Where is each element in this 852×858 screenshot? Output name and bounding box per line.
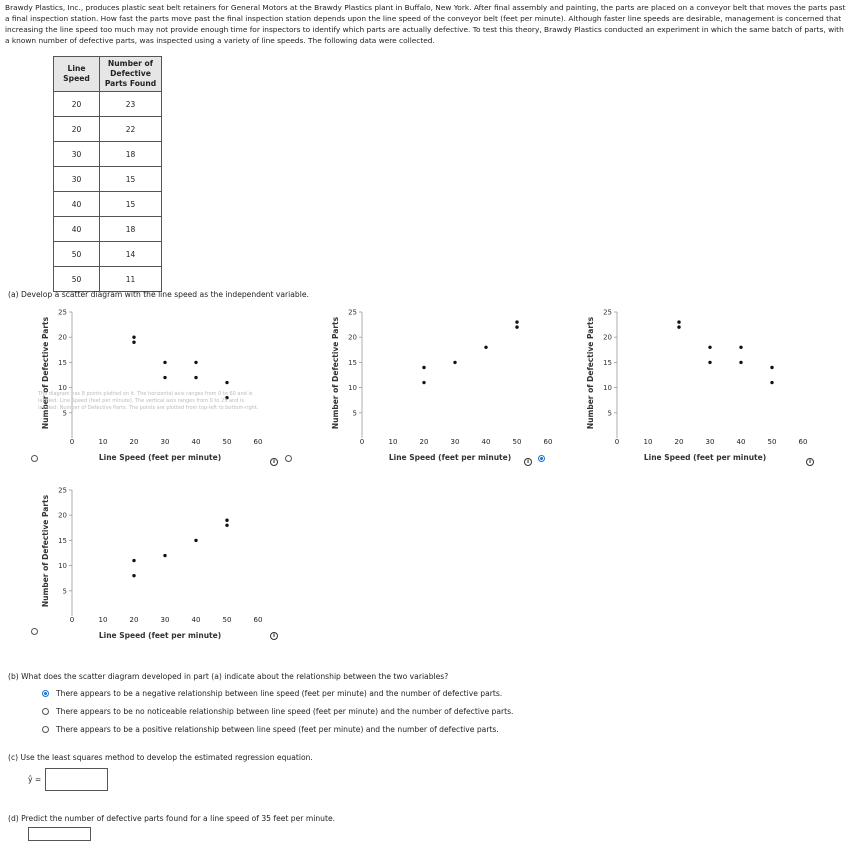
scatter-point xyxy=(515,325,518,328)
defective-parts-cell: 14 xyxy=(100,242,162,267)
defective-parts-cell: 22 xyxy=(100,117,162,142)
defective-parts-cell: 15 xyxy=(100,192,162,217)
part-b-option-positive-label: There appears to be a positive relationship between line speed (feet per minute) and the number of defective parts. xyxy=(56,725,499,734)
table-row xyxy=(54,242,162,267)
y-axis-label: Number of Defective Parts xyxy=(586,316,595,430)
x-tick-label: 10 xyxy=(98,438,108,446)
x-axis-label: Line Speed (feet per minute) xyxy=(388,453,512,462)
y-tick-label: 10 xyxy=(348,384,357,393)
scatter-point xyxy=(677,320,680,323)
scatter-point xyxy=(422,366,425,369)
scatter-point xyxy=(225,381,228,384)
defective-parts-cell: 15 xyxy=(100,167,162,192)
x-tick-label: 20 xyxy=(419,438,429,446)
x-tick-label: 0 xyxy=(614,438,620,446)
scatter-option-3-radio[interactable] xyxy=(538,455,545,462)
defective-parts-cell: 18 xyxy=(100,142,162,167)
x-tick-label: 40 xyxy=(191,438,201,446)
y-tick-label: 20 xyxy=(348,333,357,342)
scatter-option-4-radio[interactable] xyxy=(31,628,38,635)
table-row xyxy=(54,92,162,117)
table-row xyxy=(54,142,162,167)
x-tick-label: 20 xyxy=(129,616,139,624)
scatter-point xyxy=(163,554,166,557)
y-tick-label: 10 xyxy=(58,384,67,393)
scatter-point xyxy=(194,361,197,364)
scatter-point xyxy=(194,539,197,542)
line-speed-cell: 40 xyxy=(54,217,100,242)
scatter-point xyxy=(132,341,135,344)
y-tick-label: 5 xyxy=(607,409,612,418)
x-tick-label: 40 xyxy=(191,616,201,624)
y-tick-label: 15 xyxy=(348,358,357,367)
x-tick-label: 40 xyxy=(481,438,491,446)
line-speed-cell: 20 xyxy=(54,117,100,142)
data-table xyxy=(53,56,162,292)
scatter-point xyxy=(163,376,166,379)
scatter-point xyxy=(132,574,135,577)
y-tick-label: 25 xyxy=(58,486,67,495)
x-tick-label: 60 xyxy=(798,438,808,446)
x-tick-label: 60 xyxy=(253,616,263,624)
x-axis-label: Line Speed (feet per minute) xyxy=(98,631,222,640)
table-row xyxy=(54,192,162,217)
scatter-point xyxy=(677,325,680,328)
y-axis-label: Number of Defective Parts xyxy=(41,494,50,608)
x-tick-label: 30 xyxy=(160,616,170,624)
x-tick-label: 20 xyxy=(129,438,139,446)
x-tick-label: 30 xyxy=(705,438,715,446)
x-tick-label: 60 xyxy=(543,438,553,446)
x-tick-label: 10 xyxy=(643,438,653,446)
defective-parts-cell: 11 xyxy=(100,267,162,292)
table-row xyxy=(54,167,162,192)
plot-area xyxy=(41,309,262,463)
line-speed-cell: 50 xyxy=(54,242,100,267)
part-b-option-positive-radio[interactable] xyxy=(42,726,49,733)
y-tick-label: 5 xyxy=(62,587,67,596)
accessibility-description-overlay: The diagram has 8 points plotted on it. The horizontal axis ranges from 0 to 60 and is labeled: Line Speed (feet per minute). The vertical axis ranges from 0 to 25 and is labeled: Number of Defective Parts. The points are plotted from top-left to bottom-right. xyxy=(38,391,259,411)
x-tick-label: 30 xyxy=(160,438,170,446)
x-tick-label: 60 xyxy=(253,438,263,446)
defective-parts-cell: 23 xyxy=(100,92,162,117)
scatter-point xyxy=(739,361,742,364)
part-a-question: (a) Develop a scatter diagram with the line speed as the independent variable. xyxy=(8,290,309,299)
x-tick-label: 10 xyxy=(388,438,398,446)
plot-area xyxy=(331,309,552,463)
scatter-point xyxy=(515,320,518,323)
scatter-option-3 xyxy=(545,300,835,470)
prediction-input[interactable] xyxy=(28,827,91,841)
problem-intro: Brawdy Plastics, Inc., produces plastic seat belt retainers for General Motors at the Brawdy Plastics plant in Buffalo, New York. After final assembly and painting, the parts are placed on a conveyor belt that moves the parts past a final inspection station. How fast the parts move past the final inspection station depends upon the line speed of the conveyor belt (feet per minute). Although faster line speeds are desirable, management is concerned that increasing the line speed too much may not provide enough time for inspectors to identify which parts are actually defective. To test this theory, Brawdy Plastics conducted an experiment in which the same batch of parts, with a known number of defective parts, was inspected using a variety of line speeds. The following data were collected. xyxy=(5,3,846,45)
y-tick-label: 5 xyxy=(62,409,67,418)
table-row xyxy=(54,117,162,142)
part-b-option-negative-radio[interactable] xyxy=(42,690,49,697)
table-row xyxy=(54,217,162,242)
y-tick-label: 25 xyxy=(58,308,67,317)
y-axis-label: Number of Defective Parts xyxy=(331,316,340,430)
scatter-point xyxy=(453,361,456,364)
x-axis-label: Line Speed (feet per minute) xyxy=(643,453,767,462)
part-b-option-negative-label: There appears to be a negative relationship between line speed (feet per minute) and the number of defective parts. xyxy=(56,689,503,698)
scatter-point xyxy=(739,346,742,349)
scatter-point xyxy=(484,346,487,349)
scatter-option-2 xyxy=(290,300,553,470)
y-tick-label: 15 xyxy=(58,358,67,367)
x-tick-label: 10 xyxy=(98,616,108,624)
plot-area xyxy=(41,487,262,641)
x-tick-label: 20 xyxy=(674,438,684,446)
scatter-option-2-radio[interactable] xyxy=(285,455,292,462)
y-axis-label: Number of Defective Parts xyxy=(41,316,50,430)
scatter-point xyxy=(225,524,228,527)
yhat-label: ŷ = xyxy=(28,775,42,784)
y-tick-label: 20 xyxy=(58,511,67,520)
scatter-point xyxy=(194,376,197,379)
part-b-option-none-radio[interactable] xyxy=(42,708,49,715)
scatter-point xyxy=(770,381,773,384)
x-tick-label: 50 xyxy=(767,438,777,446)
scatter-point xyxy=(225,519,228,522)
header-line-speed: Line Speed xyxy=(54,57,100,92)
info-icon[interactable]: i xyxy=(524,458,532,466)
regression-equation-input[interactable] xyxy=(45,768,108,791)
scatter-point xyxy=(708,346,711,349)
scatter-point xyxy=(132,336,135,339)
scatter-option-1 xyxy=(0,300,290,470)
table-row xyxy=(54,267,162,292)
y-tick-label: 5 xyxy=(352,409,357,418)
info-icon[interactable]: i xyxy=(270,458,278,466)
part-d-question: (d) Predict the number of defective parts found for a line speed of 35 feet per minute. xyxy=(8,814,336,823)
plot-area xyxy=(586,309,807,463)
info-icon[interactable]: i xyxy=(806,458,814,466)
scatter-point xyxy=(422,381,425,384)
info-icon[interactable]: i xyxy=(270,632,278,640)
y-tick-label: 25 xyxy=(603,308,612,317)
line-speed-cell: 20 xyxy=(54,92,100,117)
x-tick-label: 50 xyxy=(222,438,232,446)
scatter-point xyxy=(708,361,711,364)
scatter-point xyxy=(163,361,166,364)
scatter-option-4 xyxy=(0,478,290,648)
x-tick-label: 40 xyxy=(736,438,746,446)
y-tick-label: 20 xyxy=(58,333,67,342)
line-speed-cell: 30 xyxy=(54,142,100,167)
scatter-point xyxy=(132,559,135,562)
x-tick-label: 30 xyxy=(450,438,460,446)
y-tick-label: 25 xyxy=(348,308,357,317)
x-axis-label: Line Speed (feet per minute) xyxy=(98,453,222,462)
scatter-option-1-radio[interactable] xyxy=(31,455,38,462)
defective-parts-cell: 18 xyxy=(100,217,162,242)
x-tick-label: 0 xyxy=(69,438,75,446)
y-tick-label: 20 xyxy=(603,333,612,342)
x-tick-label: 50 xyxy=(512,438,522,446)
scatter-point xyxy=(770,366,773,369)
x-tick-label: 0 xyxy=(359,438,365,446)
line-speed-cell: 30 xyxy=(54,167,100,192)
y-tick-label: 10 xyxy=(58,562,67,571)
y-tick-label: 10 xyxy=(603,384,612,393)
part-c-question: (c) Use the least squares method to develop the estimated regression equation. xyxy=(8,753,313,762)
line-speed-cell: 40 xyxy=(54,192,100,217)
x-tick-label: 50 xyxy=(222,616,232,624)
header-defective-parts: Number of Defective Parts Found xyxy=(100,57,162,92)
part-b-question: (b) What does the scatter diagram developed in part (a) indicate about the relationship between the two variables? xyxy=(8,672,449,681)
line-speed-cell: 50 xyxy=(54,267,100,292)
x-tick-label: 0 xyxy=(69,616,75,624)
y-tick-label: 15 xyxy=(58,536,67,545)
part-b-option-none-label: There appears to be no noticeable relationship between line speed (feet per minute) and the number of defective parts. xyxy=(56,707,514,716)
y-tick-label: 15 xyxy=(603,358,612,367)
